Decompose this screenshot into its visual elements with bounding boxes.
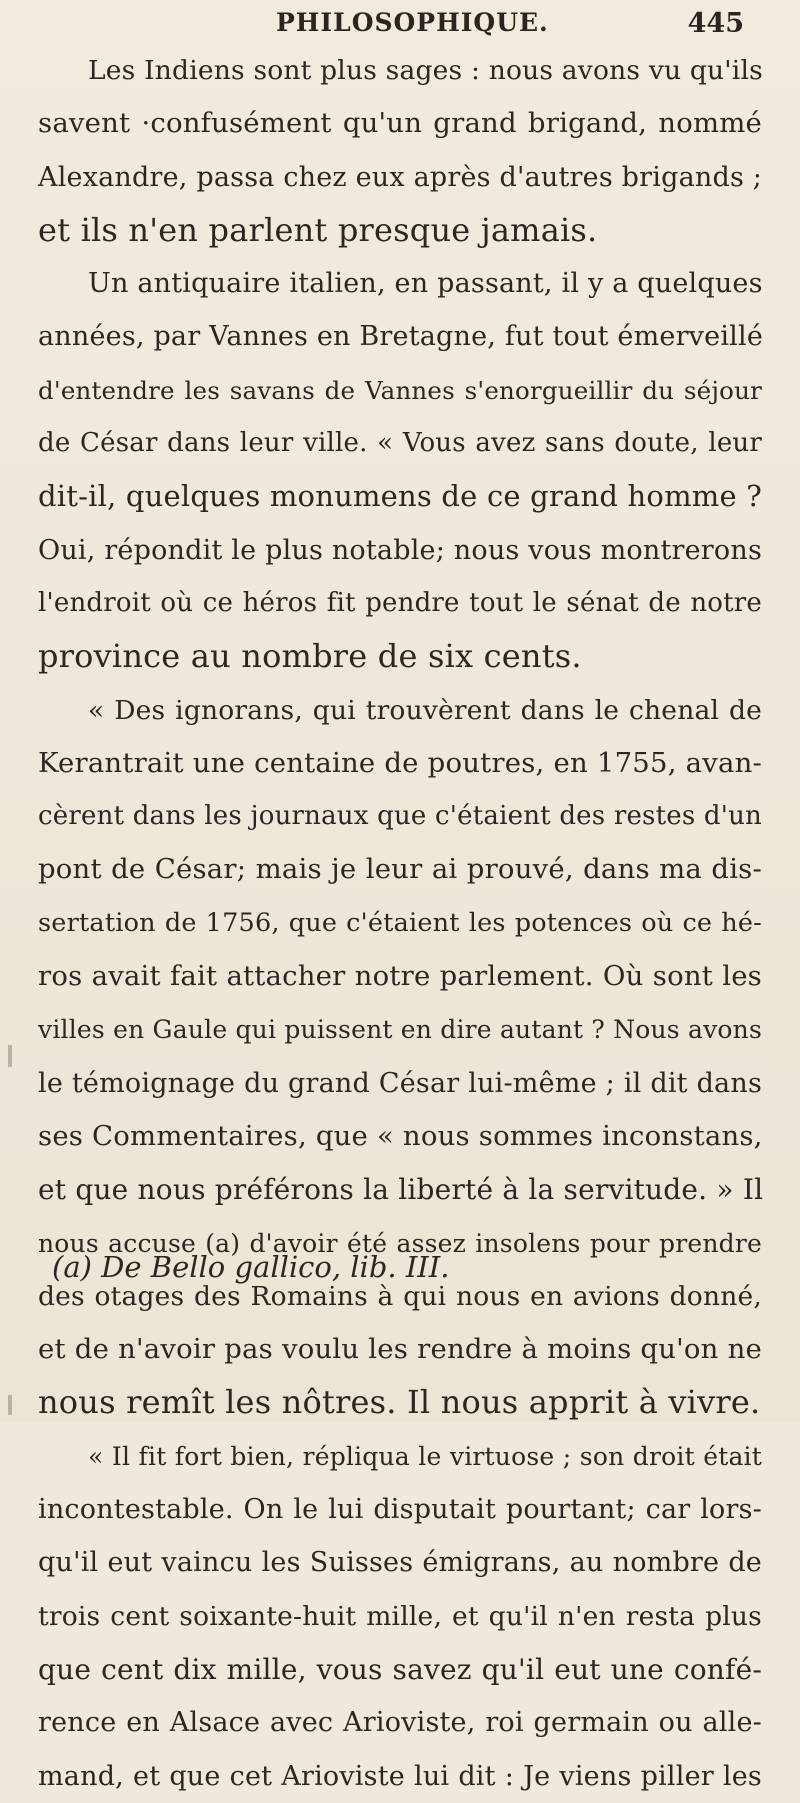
page-number: 445 [687,8,744,39]
text-line: trois cent soixante-huit mille, et qu'il n'en resta plus [38,1600,762,1632]
text-line: incontestable. On le lui disputait pourtant; car lors- [38,1494,762,1526]
text-line: le témoignage du grand César lui-même ; il dit dans [38,1067,762,1099]
text-line: et de n'avoir pas voulu les rendre à moins qu'on ne [38,1333,762,1366]
text-line: dit-il, quelques monumens de ce grand homme ? [38,479,763,514]
text-line: des otages des Romains à qui nous en avions donné, [38,1280,762,1312]
text-line: Un antiquaire italien, en passant, il y a quelques [88,268,763,300]
margin-mark [8,1045,12,1067]
margin-mark [8,1395,12,1415]
text-line: d'entendre les savans de Vannes s'enorgueillir du séjour [38,375,762,405]
text-line: de César dans leur ville. « Vous avez sans doute, leur [38,428,762,459]
text-line: rence en Alsace avec Arioviste, roi germain ou alle- [38,1707,762,1739]
text-line: l'endroit où ce héros fit pendre tout le sénat de notre [38,587,762,618]
text-line: mand, et que cet Arioviste lui dit : Je viens piller les [38,1760,762,1792]
text-line: Oui, répondit le plus notable; nous vous montrerons [38,534,762,566]
text-line: nous remît les nôtres. Il nous apprit à vivre. [38,1383,761,1422]
text-line: et ils n'en parlent presque jamais. [38,210,598,249]
text-line: Les Indiens sont plus sages : nous avons vu qu'ils [88,55,763,86]
footnote: (a) De Bello gallico, lib. III. [52,1250,450,1284]
text-line: années, par Vannes en Bretagne, fut tout émerveillé [38,321,764,353]
text-line: ses Commentaires, que « nous sommes inconstans, [38,1119,763,1152]
text-line: que cent dix mille, vous savez qu'il eut une confé- [38,1652,762,1686]
text-line: « Il fit fort bien, répliqua le virtuose ; son droit était [88,1441,762,1471]
text-line: qu'il eut vaincu les Suisses émigrans, au nombre de [38,1547,762,1579]
text-line: villes en Gaule qui puissent en dire autant ? Nous avons [38,1015,762,1045]
text-line: Alexandre, passa chez eux après d'autres brigands ; [38,161,763,193]
text-line: Kerantrait une centaine de poutres, en 1755, avan- [38,746,762,779]
text-line: ros avait fait attacher notre parlement. Où sont les [38,960,762,993]
text-line: nous accuse (a) d'avoir été assez insolens pour prendre [38,1228,762,1258]
running-head [0,0,800,48]
text-line: cèrent dans les journaux que c'étaient des restes d'un [38,801,762,832]
running-head-title: PHILOSOPHIQUE. [276,8,549,37]
text-line: « Des ignorans, qui trouvèrent dans le chenal de [88,694,762,726]
text-line: et que nous préférons la liberté à la servitude. » Il [38,1173,764,1207]
text-line: sertation de 1756, que c'étaient les potences où ce hé- [38,907,762,938]
text-line: province au nombre de six cents. [38,637,582,676]
text-line: pont de César; mais je leur ai prouvé, dans ma dis- [38,853,762,886]
body-text [38,44,762,1803]
text-line: savent ·confusément qu'un grand brigand, nommé [38,107,762,140]
